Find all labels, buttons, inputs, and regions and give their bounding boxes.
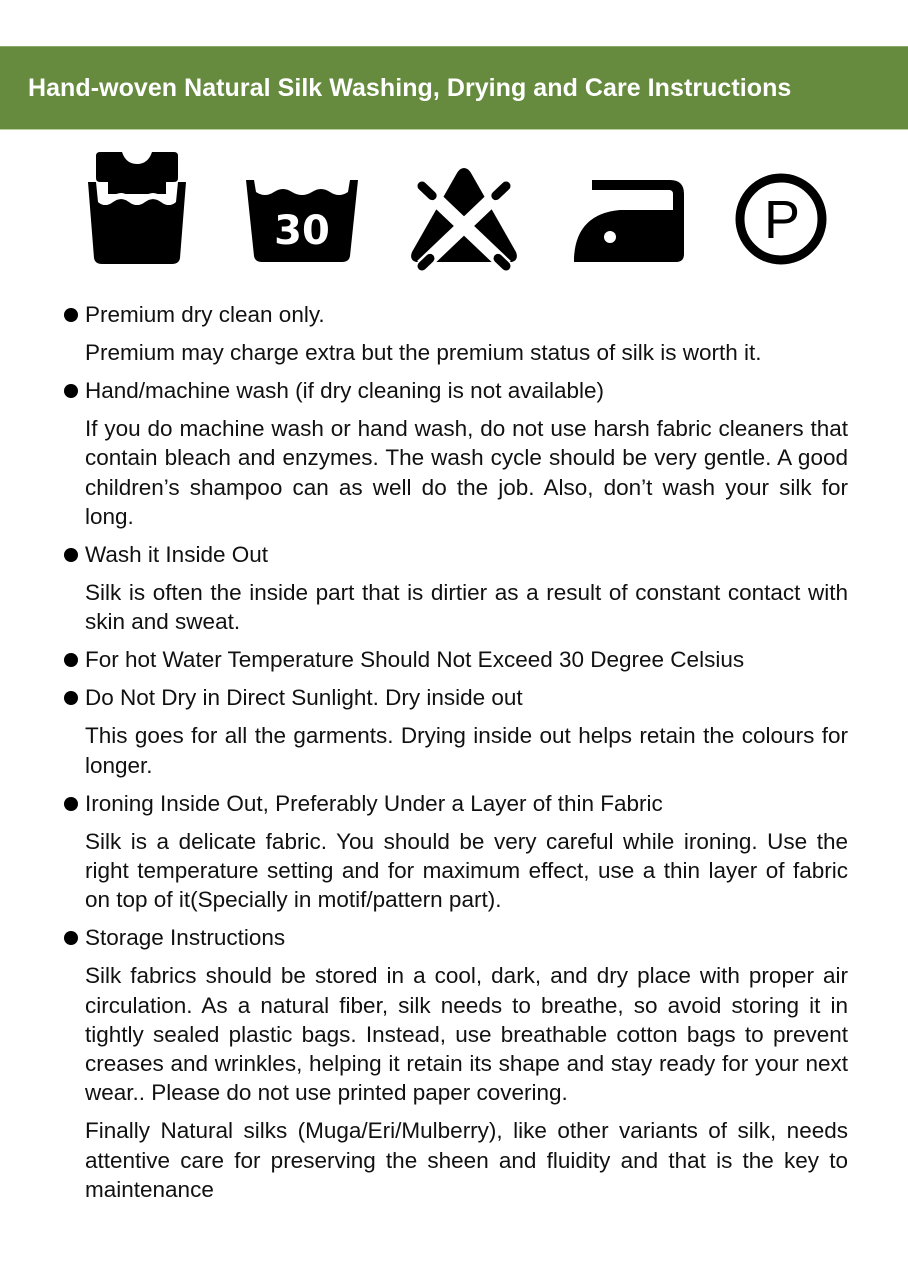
care-instructions [62,300,848,1213]
section-dry-clean [62,300,848,367]
section-paragraph: Silk fabrics should be stored in a cool, dark, and dry place with proper air circulation. As a natural fiber, silk needs to breathe, so avoid storing it in tightly sealed plastic bags. Instead, use breathable cotton bags to prevent creases and wrinkles, helping it retain its shape and stay ready for your next wear.. Please do not use printed paper covering. [85,963,848,1106]
svg-text:30: 30 [274,208,330,254]
section-paragraph: Silk is a delicate fabric. You should be very careful while ironing. Use the right temperature setting and for maximum effect, use a thin layer of fabric on top of it(Specially in motif/pattern part). [85,828,848,913]
page-title: Hand-woven Natural Silk Washing, Drying and Care Instructions [28,74,792,102]
header-banner [0,46,908,130]
section-paragraph: This goes for all the garments. Drying inside out helps retain the colours for longer. [85,723,848,778]
section-ironing [62,789,848,915]
machine-wash-30-icon [246,178,358,264]
section-storage [62,923,848,1204]
section-heading: Wash it Inside Out [62,540,848,569]
hand-wash-icon [86,152,188,266]
dry-clean-p-icon [734,172,828,266]
section-paragraph: If you do machine wash or hand wash, do not use harsh fabric cleaners that contain bleach and enzymes. The wash cycle should be very gentle. A good children’s shampoo can as well do the job. Also, don’t wash your silk for long. [85,416,848,529]
section-paragraph: Premium may charge extra but the premium status of silk is worth it. [85,340,762,365]
section-heading: Premium dry clean only. [62,300,848,329]
section-paragraph: Finally Natural silks (Muga/Eri/Mulberry), like other variants of silk, needs attentive care for preserving the sheen and fluidity and that is the key to maintenance [85,1118,848,1202]
iron-icon [574,180,686,264]
care-symbols-row [0,150,908,275]
section-drying [62,683,848,779]
section-temperature [62,645,848,674]
section-wash [62,376,848,531]
section-heading: Storage Instructions [62,923,848,952]
section-heading: Do Not Dry in Direct Sunlight. Dry inside out [62,683,848,712]
section-heading: For hot Water Temperature Should Not Exceed 30 Degree Celsius [62,645,848,674]
section-heading: Ironing Inside Out, Preferably Under a Layer of thin Fabric [62,789,848,818]
section-paragraph: Silk is often the inside part that is dirtier as a result of constant contact with skin and sweat. [85,580,848,635]
do-not-bleach-icon [408,166,520,272]
section-heading: Hand/machine wash (if dry cleaning is not available) [62,376,848,405]
section-inside-out [62,540,848,636]
svg-text:P: P [763,190,801,250]
